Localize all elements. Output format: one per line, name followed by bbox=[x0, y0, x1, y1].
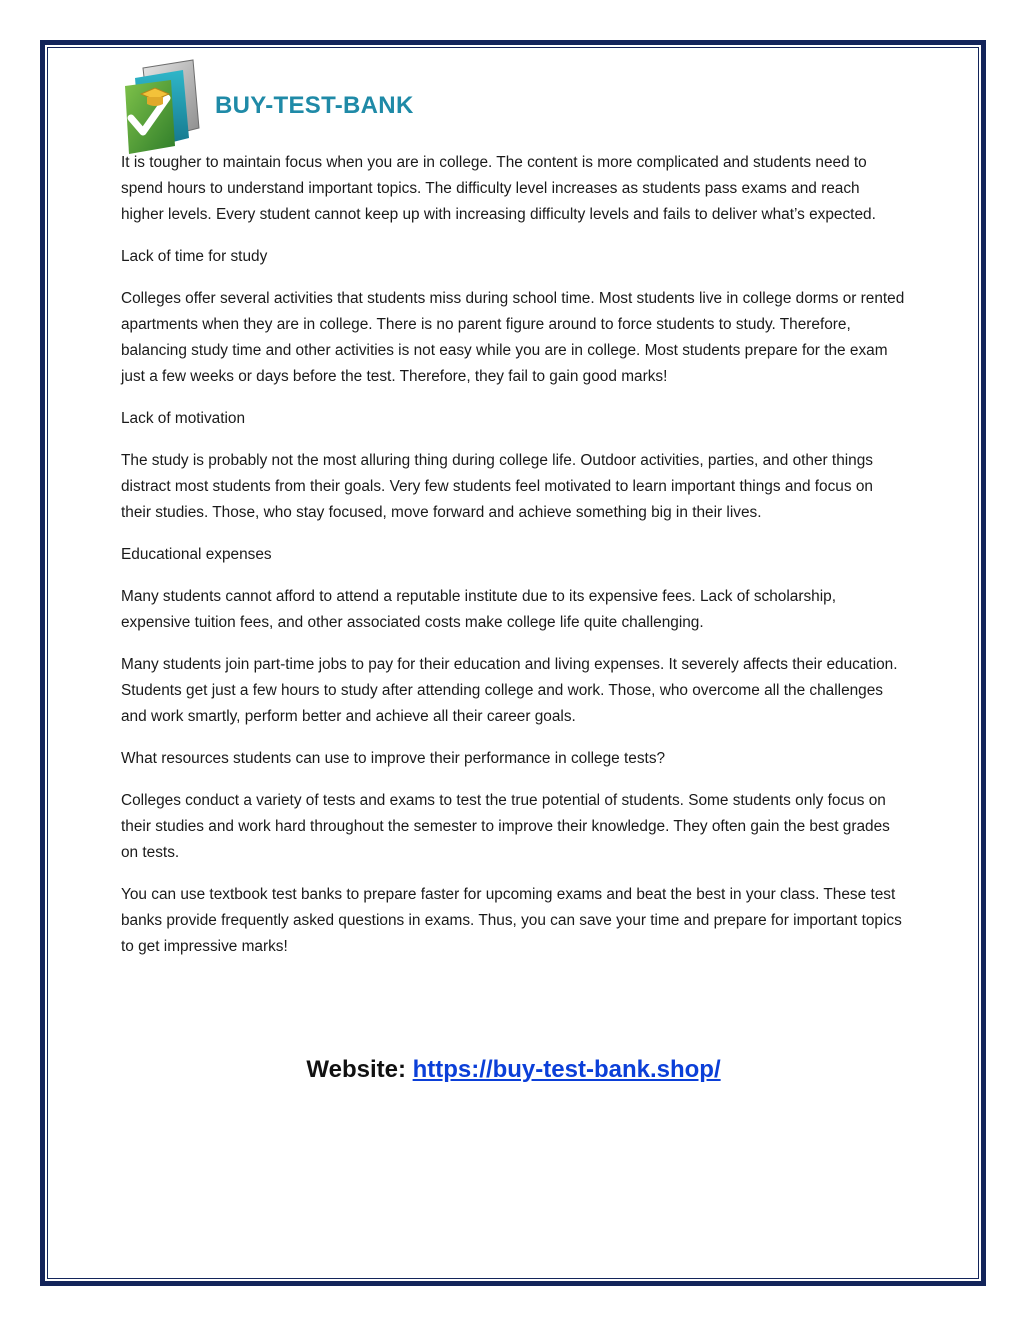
website-line bbox=[121, 1056, 906, 1084]
brand-name: BUY-TEST-BANK bbox=[215, 92, 414, 119]
section-heading-expenses: Educational expenses bbox=[121, 546, 272, 563]
resources-paragraph-2: You can use textbook test banks to prepare faster for upcoming exams and beat the best in your class. These test banks provide frequently asked questions in exams. Thus, you can save your time and prepare for important topics to get impressive marks! bbox=[121, 886, 902, 955]
section-heading-time: Lack of time for study bbox=[121, 248, 268, 265]
brand-logo bbox=[121, 58, 414, 154]
graduation-cap-checkmark-icon bbox=[121, 58, 205, 154]
resources-paragraph-1: Colleges conduct a variety of tests and exams to test the true potential of students. Some students only focus on their studies and work hard throughout the semester to improve their knowledge. They often gain the best grades on tests. bbox=[121, 792, 890, 861]
section-heading-motivation: Lack of motivation bbox=[121, 410, 246, 427]
article-body bbox=[121, 150, 906, 976]
resources-question: What resources students can use to improve their performance in college tests? bbox=[121, 750, 666, 767]
intro-paragraph: It is tougher to maintain focus when you are in college. The content is more complicated and students need to spend hours to understand important topics. The difficulty level increases as students pass exams and reach higher levels. Every student cannot keep up with increasing difficulty levels and fails to deliver what’s expected. bbox=[121, 154, 876, 223]
expenses-paragraph-2: Many students join part-time jobs to pay for their education and living expenses. It severely affects their education. Students get just a few hours to study after attending college and work. Those, who overcome all the challenges and work smartly, perform better and achieve all their career goals. bbox=[121, 656, 898, 725]
expenses-paragraph-1: Many students cannot afford to attend a reputable institute due to its expensive fees. Lack of scholarship, expensive tuition fees, and other associated costs make college life quite challenging. bbox=[121, 588, 836, 631]
time-paragraph: Colleges offer several activities that students miss during school time. Most students live in college dorms or rented apartments when they are in college. There is no parent figure around to force students to study. Therefore, balancing study time and other activities is not easy while you are in college. Most students prepare for the exam just a few weeks or days before the test. Therefore, they fail to gain good marks! bbox=[121, 290, 905, 385]
motivation-paragraph: The study is probably not the most alluring thing during college life. Outdoor activities, parties, and other things distract most students from their goals. Very few students feel motivated to learn important things and focus on their studies. Those, who stay focused, move forward and achieve something big in their lives. bbox=[121, 452, 873, 521]
website-link[interactable]: https://buy-test-bank.shop/ bbox=[412, 1056, 721, 1083]
website-label: Website: bbox=[306, 1056, 406, 1083]
